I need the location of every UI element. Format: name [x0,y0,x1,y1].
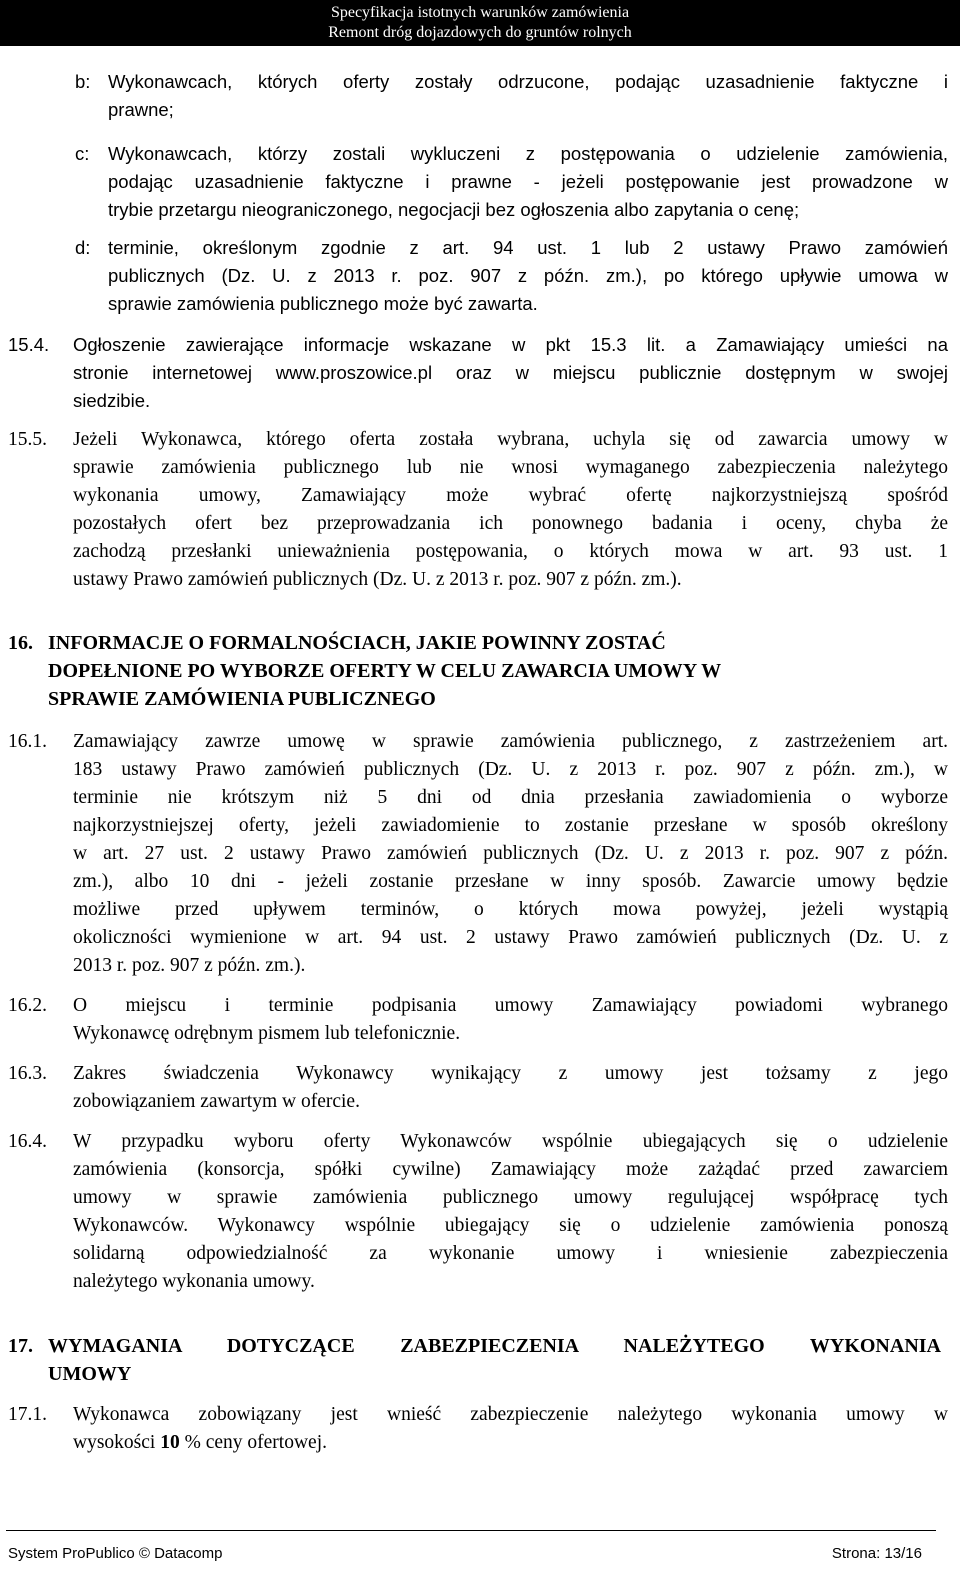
text-line: sprawie zamówienia publicznego lub nie wnosi wymaganego zabezpieczenia należytego [73,457,948,478]
text-line: okoliczności wymienione w art. 94 ust. 2 ustawy Prawo zamówień publicznych (Dz. U. z [73,927,948,948]
text-line: Wykonawcę odrębnym pismem lub telefonicznie. [73,1023,461,1044]
page-number: Strona: 13/16 [831,1545,922,1562]
text-line: Zamawiający zawrze umowę w sprawie zamówienia publicznego, z zastrzeżeniem art. [73,731,948,752]
text-line: możliwe przed upływem terminów, o których mowa powyżej, jeżeli wystąpią [73,899,948,920]
text-line: Ogłoszenie zawierające informacje wskazane w pkt 15.3 lit. a Zamawiający umieści na [73,334,948,355]
section-heading: WYMAGANIA DOTYCZĄCE ZABEZPIECZENIA NALEŻYTEGO WYKONANIA [48,1335,941,1357]
text-line: Zakres świadczenia Wykonawcy wynikający z umowy jest tożsamy z jego [73,1063,948,1084]
text-line: zobowiązaniem zawartym w ofercie. [73,1091,360,1112]
text-line: 2013 r. poz. 907 z późn. zm.). [73,955,306,976]
item-label: c: [75,143,90,164]
text-line: trybie przetargu nieograniczonego, negocjacji bez ogłoszenia albo zapytania o cenę; [108,199,800,220]
page-header [0,0,960,46]
text-line: należytego wykonania umowy. [73,1271,315,1292]
text-line: zm.), albo 10 dni - jeżeli zostanie przesłane w inny sposób. Zawarcie umowy będzie [73,871,948,892]
section-heading: SPRAWIE ZAMÓWIENIA PUBLICZNEGO [48,688,436,710]
item-label: d: [75,237,91,258]
text-line: ustawy Prawo zamówień publicznych (Dz. U. z 2013 r. poz. 907 z późn. zm.). [73,569,682,590]
text-line: pozostałych ofert bez przeprowadzania ich ponownego badania i oceny, chyba że [73,513,948,534]
text-line: publicznych (Dz. U. z 2013 r. poz. 907 z późn. zm.), po którego upływie umowa w [108,265,948,286]
section-number: 16.2. [8,995,47,1016]
section-heading: DOPEŁNIONE PO WYBORZE OFERTY W CELU ZAWARCIA UMOWY W [48,660,722,682]
text-line: podając uzasadnienie faktyczne i prawne - jeżeli postępowanie jest prowadzone w [108,171,948,192]
text-line: terminie nie krótszym niż 5 dni od dnia przesłania zawiadomienia o wyborze [73,787,948,808]
section-number: 16.3. [8,1063,47,1084]
text-line: prawne; [108,99,174,120]
section-number: 15.4. [8,334,50,355]
text-line: W przypadku wyboru oferty Wykonawców wspólnie ubiegających się o udzielenie [73,1131,948,1152]
text-line: sprawie zamówienia publicznego może być zawarta. [108,293,538,314]
section-number: 16. [8,632,33,654]
section-number: 15.5. [8,429,47,450]
text-line: zamówienia (konsorcja, spółki cywilne) Zamawiający może zażądać przed zawarciem [73,1159,948,1180]
text-line: Wykonawcach, którzy zostali wykluczeni z postępowania o udzielenie zamówienia, [108,143,948,164]
text-line: Wykonawcach, których oferty zostały odrzucone, podając uzasadnienie faktyczne i [108,71,948,92]
text-line: Wykonawca zobowiązany jest wnieść zabezpieczenie należytego wykonania umowy w [73,1404,948,1425]
item-label: b: [75,71,91,92]
footer-left: System ProPublico © Datacomp [8,1545,223,1562]
section-number: 17. [8,1335,33,1357]
text-line: terminie, określonym zgodnie z art. 94 ust. 1 lub 2 ustawy Prawo zamówień [108,237,948,258]
section-number: 17.1. [8,1404,47,1425]
text-line: w art. 27 ust. 2 ustawy Prawo zamówień publicznych (Dz. U. z 2013 r. poz. 907 z późn. [73,843,948,864]
text-line [73,1432,327,1454]
section-number: 16.1. [8,731,47,752]
text-line: 183 ustawy Prawo zamówień publicznych (Dz. U. z 2013 r. poz. 907 z późn. zm.), w [73,759,948,780]
text-fragment: wysokości [73,1432,161,1453]
header-title: Specyfikacja istotnych warunków zamówienia [330,4,630,21]
text-line: O miejscu i terminie podpisania umowy Zamawiający powiadomi wybranego [73,995,948,1016]
text-line: wykonania umowy, Zamawiający może wybrać ofertę najkorzystniejszą spośród [73,485,948,506]
section-heading: UMOWY [48,1363,132,1385]
text-line: umowy w sprawie zamówienia publicznego umowy regulującej współpracę tych [73,1187,948,1208]
text-line: Wykonawców. Wykonawcy wspólnie ubiegający się o udzielenie zamówienia ponoszą [73,1215,948,1236]
header-subtitle: Remont dróg dojazdowych do gruntów rolnych [328,24,632,41]
text-line: stronie internetowej www.proszowice.pl oraz w miejscu publicznie dostępnym w swojej [73,362,948,383]
text-line: Jeżeli Wykonawca, którego oferta została wybrana, uchyla się od zawarcia umowy w [73,429,948,450]
text-line: solidarną odpowiedzialność za wykonanie umowy i wniesienie zabezpieczenia [73,1243,948,1264]
section-number: 16.4. [8,1131,47,1152]
security-percentage: 10 [160,1432,180,1453]
text-line: najkorzystniejszej oferty, jeżeli zawiadomienie to zostanie przesłane w sposób określony [73,815,948,836]
text-fragment: % ceny ofertowej. [179,1432,327,1453]
text-line: zachodzą przesłanki unieważnienia postępowania, o których mowa w art. 93 ust. 1 [73,541,948,562]
section-heading: INFORMACJE O FORMALNOŚCIACH, JAKIE POWINNY ZOSTAĆ [48,632,666,654]
footer-divider [6,1530,936,1531]
text-line: siedzibie. [73,390,151,411]
